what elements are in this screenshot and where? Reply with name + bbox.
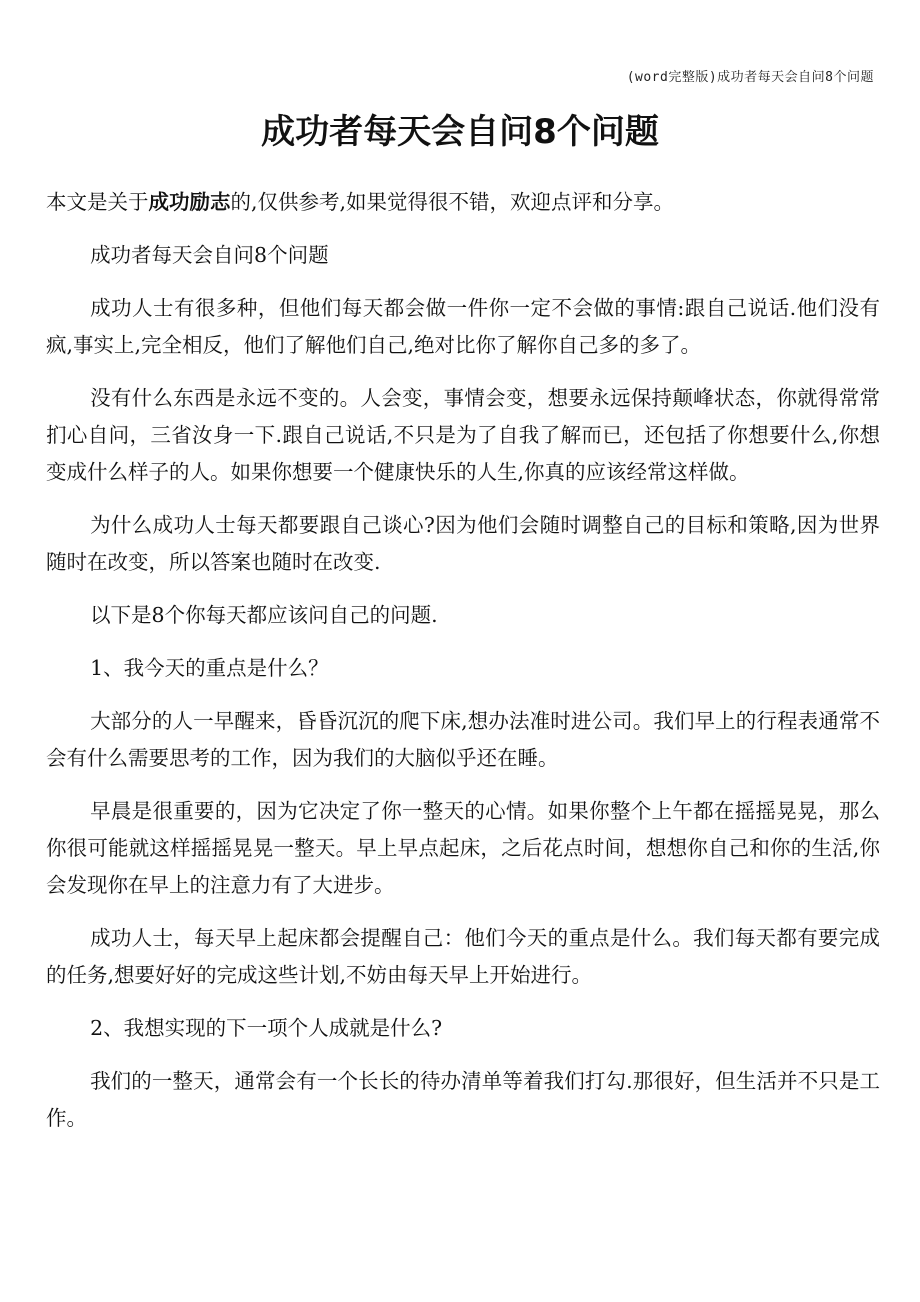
document-body <box>46 184 880 1153</box>
body-paragraph: 以下是8个你每天都应该问自己的问题. <box>90 603 438 627</box>
body-paragraph: 早晨是很重要的，因为它决定了你一整天的心情。如果你整个上午都在摇摇晃晃，那么你很可能就这样摇摇晃晃一整天。早上早点起床，之后花点时间，想想你自己和你的生活,你会发现你在早上的注意力有了大进步。 <box>46 799 880 897</box>
intro-prefix: 本文是关于 <box>46 190 149 214</box>
document-title: 成功者每天会自问8个问题 <box>261 112 659 152</box>
intro-paragraph <box>46 184 880 221</box>
subtitle-paragraph: 成功者每天会自问8个问题 <box>90 243 329 267</box>
question-heading-2: 2、我想实现的下一项个人成就是什么? <box>90 1016 443 1040</box>
question-heading-1: 1、我今天的重点是什么？ <box>90 656 329 680</box>
body-paragraph: 为什么成功人士每天都要跟自己谈心?因为他们会随时调整自己的目标和策略,因为世界随时在改变，所以答案也随时在改变. <box>46 513 880 574</box>
intro-suffix: 的,仅供参考,如果觉得很不错，欢迎点评和分享。 <box>230 190 675 214</box>
intro-keyword: 成功励志 <box>148 190 231 214</box>
body-paragraph: 大部分的人一早醒来，昏昏沉沉的爬下床,想办法准时进公司。我们早上的行程表通常不会有什么需要思考的工作，因为我们的大脑似乎还在睡。 <box>46 709 880 770</box>
body-paragraph: 没有什么东西是永远不变的。人会变，事情会变，想要永远保持颠峰状态，你就得常常扪心自问，三省汝身一下.跟自己说话,不只是为了自我了解而已，还包括了你想要什么,你想变成什么样子的人。如果你想要一个健康快乐的人生,你真的应该经常这样做。 <box>46 386 880 484</box>
running-header: (word完整版)成功者每天会自问8个问题 <box>626 70 874 85</box>
body-paragraph: 成功人士有很多种，但他们每天都会做一件你一定不会做的事情:跟自己说话.他们没有疯,事实上,完全相反，他们了解他们自己,绝对比你了解你自己多的多了。 <box>46 296 880 357</box>
body-paragraph: 我们的一整天，通常会有一个长长的待办清单等着我们打勾.那很好，但生活并不只是工作。 <box>46 1069 880 1130</box>
body-paragraph: 成功人士，每天早上起床都会提醒自己：他们今天的重点是什么。我们每天都有要完成的任务,想要好好的完成这些计划,不妨由每天早上开始进行。 <box>46 926 880 987</box>
